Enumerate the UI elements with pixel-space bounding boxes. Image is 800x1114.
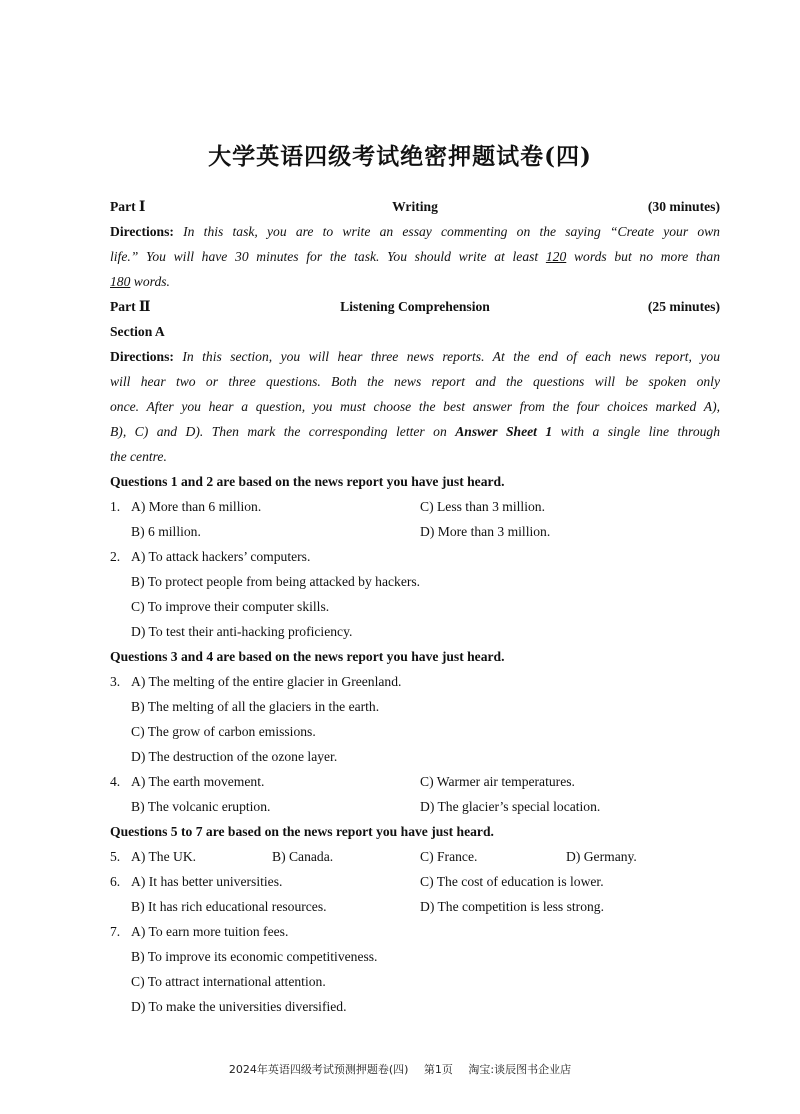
question-number-7: 7.: [110, 924, 121, 939]
question-number-4: 4.: [110, 774, 121, 789]
footer-exam-title: 2024年英语四级考试预测押题卷(四): [228, 1063, 409, 1076]
writing-line2a: life.” You will have 30 minutes for the task. You should write at least: [110, 249, 546, 264]
q4-option-c: C) Warmer air temperatures.: [420, 774, 575, 789]
q6-option-c: C) The cost of education is lower.: [420, 874, 604, 889]
question-number-2: 2.: [110, 549, 121, 564]
listening-directions-label: Directions:: [110, 349, 174, 364]
listening-line4b: with a single line through: [552, 424, 721, 439]
q5-option-b: B) Canada.: [272, 849, 334, 864]
footer-shop: 淘宝:谈辰图书企业店: [468, 1063, 572, 1076]
q2-option-b: B) To protect people from being attacked by hackers.: [131, 574, 421, 589]
listening-directions-line2: will hear two or three questions. Both the news report and the questions will be spoken only: [110, 374, 720, 389]
part1-label: Part Ⅰ: [110, 199, 146, 214]
listening-directions-line3: once. After you hear a question, you must choose the best answer from the four choices marked A),: [110, 399, 720, 414]
footer-page-number: 第1页: [423, 1063, 453, 1076]
listening-line4a: B), C) and D). Then mark the corresponding letter on: [110, 424, 456, 439]
listening-directions-line4: [110, 423, 720, 441]
q5-option-d: D) Germany.: [566, 849, 637, 864]
q4-option-b: B) The volcanic eruption.: [131, 799, 271, 814]
page-title: 大学英语四级考试绝密押题试卷(四): [208, 143, 592, 170]
group-heading-3: Questions 5 to 7 are based on the news report you have just heard.: [110, 824, 494, 839]
q6-option-d: D) The competition is less strong.: [420, 899, 605, 914]
q1-option-d: D) More than 3 million.: [420, 524, 551, 539]
q1-option-c: C) Less than 3 million.: [420, 499, 545, 514]
part2-time: (25 minutes): [647, 299, 720, 314]
q6-option-a: A) It has better universities.: [131, 874, 283, 889]
writing-line3b: words.: [130, 274, 170, 289]
q5-option-a: A) The UK.: [131, 849, 197, 864]
section-a-heading: Section A: [110, 324, 165, 339]
writing-directions-label: Directions:: [110, 224, 174, 239]
q2-option-d: D) To test their anti-hacking proficiency.: [131, 624, 353, 639]
q7-option-d: D) To make the universities diversified.: [131, 999, 347, 1014]
part1-header: [110, 198, 720, 216]
writing-directions-line2: [110, 248, 720, 266]
group-heading-1: Questions 1 and 2 are based on the news report you have just heard.: [110, 474, 505, 489]
q7-option-b: B) To improve its economic competitiveness.: [131, 949, 378, 964]
q2-option-c: C) To improve their computer skills.: [131, 599, 330, 614]
q4-option-d: D) The glacier’s special location.: [420, 799, 601, 814]
part1-time: (30 minutes): [647, 199, 720, 214]
q4-option-a: A) The earth movement.: [131, 774, 265, 789]
question-number-1: 1.: [110, 499, 121, 514]
part2-header: [110, 298, 720, 316]
q5-option-c: C) France.: [420, 849, 478, 864]
q3-option-b: B) The melting of all the glaciers in the earth.: [131, 699, 380, 714]
q3-option-c: C) The grow of carbon emissions.: [131, 724, 316, 739]
answer-sheet-ref: Answer Sheet 1: [455, 424, 553, 439]
group-heading-2: Questions 3 and 4 are based on the news report you have just heard.: [110, 649, 505, 664]
max-words: 180: [110, 274, 131, 289]
min-words: 120: [545, 249, 567, 264]
listening-directions-line5: the centre.: [110, 449, 167, 464]
q1-option-a: A) More than 6 million.: [131, 499, 262, 514]
writing-line1-text: In this task, you are to write an essay commenting on the saying “Create your own: [183, 224, 720, 239]
q6-option-b: B) It has rich educational resources.: [131, 899, 327, 914]
q3-option-a: A) The melting of the entire glacier in Greenland.: [131, 674, 402, 689]
writing-directions-line1: [110, 223, 720, 241]
page-footer: [0, 1061, 800, 1077]
question-number-3: 3.: [110, 674, 121, 689]
part2-label: Part Ⅱ: [110, 299, 151, 314]
q7-option-a: A) To earn more tuition fees.: [131, 924, 289, 939]
writing-line2b: words but no more than: [566, 249, 720, 264]
question-number-5: 5.: [110, 849, 121, 864]
part1-name: Writing: [392, 199, 438, 214]
listening-directions-line1: [110, 348, 720, 366]
q2-option-a: A) To attack hackers’ computers.: [131, 549, 311, 564]
writing-directions-line3: [110, 273, 720, 291]
q1-option-b: B) 6 million.: [131, 524, 201, 539]
question-number-6: 6.: [110, 874, 121, 889]
listening-line1-text: In this section, you will hear three news reports. At the end of each news report, you: [182, 349, 721, 364]
q7-option-c: C) To attract international attention.: [131, 974, 326, 989]
part2-name: Listening Comprehension: [340, 299, 490, 314]
q3-option-d: D) The destruction of the ozone layer.: [131, 749, 338, 764]
